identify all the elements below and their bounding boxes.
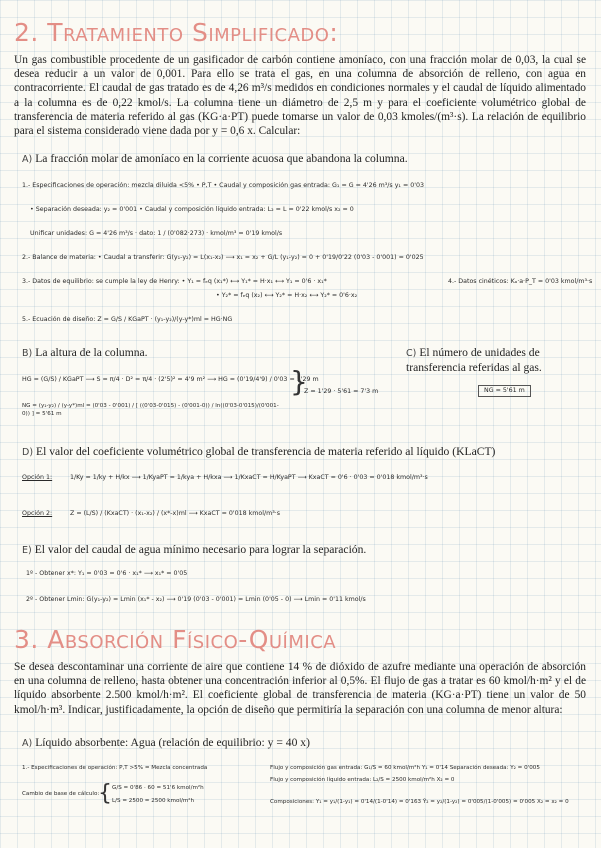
section-3-problem-statement: Se desea descontaminar una corriente de aire que contiene 14 % de dióxido de azufre mediante una operación de absorción en una columna de relleno, hasta obtener una concentración inferior al 0,5%. El flujo de gas a tratar es 60 kmol/h·m² y el de líquido absorbente 2.500 kmol/h·m². El coeficiente global de transferencia de materia (KG·a·PT) tiene un valor de 50 kmol/h·m³. Indicar, justificadamente, la opción de diseño que permitiría la separación con una columna de menor altura: — [14, 661, 586, 716]
question-text: El valor del coeficiente volumétrico global de transferencia de materia referido al líquido (KLaCT) — [36, 445, 496, 458]
work-line-gas-inlet-3: Flujo y composición gas entrada: G₁/S = 60 kmol/m²h Y₁ = 0'14 Separación deseada: Y₂ = 0'005 — [270, 765, 540, 771]
question-text: Líquido absorbente: Agua (relación de equilibrio: y = 40 x) — [35, 736, 310, 749]
work-line-hg: HG = (G/S) / KGaPT ⟶ S = π/4 · D² = π/4 · (2'5)² = 4'9 m² ⟶ HG = (0'19/4'9) / 0'03 = 1'29 m — [22, 376, 319, 383]
work-line-lmin: 2º - Obtener Lmin: G(y₁-y₂) = Lmin (x₁* - x₂) ⟶ 0'19 (0'03 - 0'001) = Lmin (0'05 - 0) ⟶ Lmin = 0'11 kmol/s — [26, 596, 366, 603]
question-label: D) — [22, 447, 34, 458]
question-label: E) — [22, 545, 32, 556]
work-line-z: Z = 1'29 · 5'61 = 7'3 m — [304, 388, 379, 395]
work-line-ng: NG = (y₁-y₂) / (y-y*)ml = (0'03 - 0'001) / [ ((0'03-0'015) - (0'001-0)) / ln((0'03-0'015)/(0'001-0)) ] = 5'61 m — [22, 403, 279, 417]
answer-box-ng: NG = 5'61 m — [478, 385, 531, 397]
section-2-problem-statement: Un gas combustible procedente de un gasificador de carbón contiene amoníaco, con una fracción molar de 0,03, la cual se desea reducir a un valor de 0,001. Para ello se trata el gas, en una columna de absorción de relleno, con agua en contracorriente. El caudal de gas tratado es de 4,26 m³/s medidos en condiciones normales y el caudal de líquido alimentado a la columna es de 0,22 kmol/s. La columna tiene un diámetro de 2,5 m y para el coeficiente volumétrico global de transferencia de materia referido al gas (KG·a·PT) puede tomarse un valor de 0,03 kmoles/(m³·s). La relación de equilibrio para el sistema considerado viene dada por y = 0,6 x. Calcular: — [14, 54, 586, 138]
work-line-liquid-inlet-3: Flujo y composición líquido entrada: L₂/S = 2500 kmol/m²h X₂ = 0 — [270, 777, 455, 783]
question-text: La fracción molar de amoníaco en la corriente acuosa que abandona la columna. — [35, 152, 408, 165]
section-2-title: 2. Tratamiento Simplificado: — [14, 18, 339, 47]
work-line-equilibrium-2: • Y₂* = fₑq (x₂) ⟷ Y₂* = H·x₂ ⟷ Y₂* = 0'6·x₂ — [216, 292, 358, 299]
work-line-units: Unificar unidades: G = 4'26 m³/s · dato: 1 / (0'082·273) · kmol/m³ = 0'19 kmol/s — [30, 230, 283, 237]
question-label: A) — [22, 154, 33, 165]
work-line-option-2: Z = (L/S) / (KxaCT) · (x₁-x₂) / (x*-x)ml ⟶ KxaCT = 0'018 kmol/m³·s — [70, 510, 281, 517]
option-2-label: Opción 2: — [22, 510, 53, 517]
question-label: A) — [22, 738, 33, 749]
work-line-l-over-s: L/S = 2500 = 2500 kmol/m²h — [112, 798, 195, 804]
work-line-mass-balance: 2.- Balance de materia: • Caudal a transferir: G(y₁-y₂) = L(x₁-x₂) ⟶ x₁ = x₂ + G/L (y₁-y₂) = 0 + 0'19/0'22 (0'03 - 0'001) = 0'025 — [22, 254, 424, 261]
question-2b — [22, 346, 148, 361]
right-brace: } — [290, 365, 308, 398]
work-line-g-over-s: G/S = 0'86 · 60 = 51'6 kmol/m²h — [112, 785, 204, 791]
work-line-design-eq: 5.- Ecuación de diseño: Z = G/S / KGaPT · (y₁-y₂)/(y-y*)ml = HG·NG — [22, 316, 233, 323]
work-line-specs-3: 1.- Especificaciones de operación: P,T >5% = Mezcla concentrada — [22, 765, 208, 771]
question-text: La altura de la columna. — [35, 346, 148, 359]
work-line-separation: • Separación deseada: y₂ = 0'001 • Caudal y composición líquido entrada: L₂ = L = 0'22 kmol/s x₂ = 0 — [30, 206, 354, 213]
question-2a — [22, 152, 408, 167]
question-2c — [406, 346, 584, 375]
work-line-option-1: 1/Ky = 1/ky + H/kx ⟶ 1/KyaPT = 1/kya + H/kxa ⟶ 1/KxaCT = H/KyaPT ⟶ KxaCT = 0'6 · 0'03 = 0'018 kmol/m³·s — [70, 474, 428, 481]
work-line-equilibrium-1: 3.- Datos de equilibrio: se cumple la ley de Henry: • Y₁ = fₑq (x₁*) ⟷ Y₁* = H·x₁ ⟷ Y₁ = 0'6 · x₁* — [22, 278, 327, 285]
question-label: C) — [406, 348, 417, 359]
question-3a — [22, 736, 310, 751]
question-text: El número de unidades de transferencia referidas al gas. — [406, 346, 542, 374]
option-1-label: Opción 1: — [22, 474, 53, 481]
work-line-kinetics: 4.- Datos cinéticos: Kₐ·a·P_T = 0'03 kmol/m³·s — [448, 278, 593, 285]
question-label: B) — [22, 348, 33, 359]
work-line-basis-change: Cambio de base de cálculo: — [22, 791, 100, 797]
question-2d — [22, 445, 495, 460]
left-brace: { — [98, 781, 112, 806]
work-line-specs: 1.- Especificaciones de operación: mezcla diluida <5% • P,T • Caudal y composición gas entrada: G₁ = G = 4'26 m³/s y₁ = 0'03 — [22, 182, 424, 189]
question-text: El valor del caudal de agua mínimo necesario para lograr la separación. — [34, 543, 367, 556]
section-3-title: 3. Absorción Físico-Química — [14, 625, 337, 654]
work-line-x-star: 1º - Obtener x*: Y₁ = 0'03 = 0'6 · x₁* ⟶ x₁* = 0'05 — [26, 570, 188, 577]
question-2e — [22, 543, 366, 558]
work-line-compositions: Composiciones: Y₁ = y₁/(1-y₁) = 0'14/(1-0'14) = 0'163 Ȳ₂ = y₂/(1-y₂) = 0'005/(1-0'005) = 0'005 X₂ = x₂ = 0 — [270, 799, 569, 805]
